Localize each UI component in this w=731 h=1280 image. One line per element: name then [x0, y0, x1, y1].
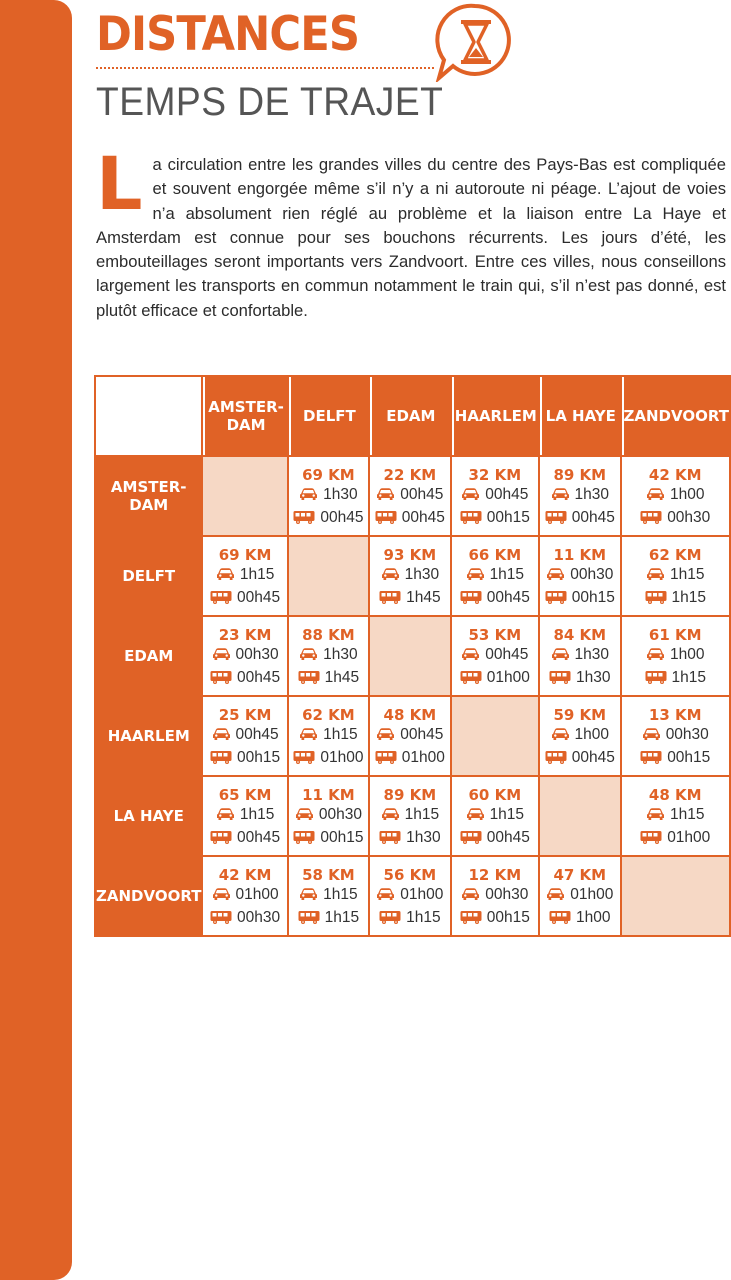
distance-cell	[289, 777, 368, 855]
bus-time: 00h15	[237, 749, 281, 766]
bus-icon	[549, 909, 571, 930]
bus-time: 00h45	[571, 509, 615, 526]
car-time-line	[540, 884, 619, 907]
distance-cell	[452, 457, 539, 535]
side-bar	[0, 0, 72, 1280]
car-time: 00h45	[485, 646, 529, 663]
distance-km: 62 KM	[648, 546, 702, 564]
bus-time-line	[289, 667, 368, 690]
distance-cell	[452, 617, 539, 695]
bus-time: 1h15	[406, 909, 441, 926]
bus-time: 1h15	[671, 669, 706, 686]
car-icon	[642, 726, 661, 747]
distance-cell	[452, 777, 539, 855]
page-title: DISTANCES	[96, 7, 360, 62]
bus-icon	[460, 669, 482, 690]
car-time-line	[622, 484, 730, 507]
distance-km: 89 KM	[553, 466, 607, 484]
row-header: DELFT	[96, 537, 201, 615]
bus-time: 1h30	[406, 829, 441, 846]
bus-icon	[545, 509, 567, 530]
car-icon	[216, 806, 235, 827]
car-icon	[466, 566, 485, 587]
distance-cell	[370, 537, 449, 615]
car-icon	[381, 806, 400, 827]
bus-time-line	[289, 507, 368, 530]
distance-km: 66 KM	[468, 546, 522, 564]
car-time: 01h00	[400, 886, 444, 903]
bus-time-line	[622, 747, 730, 770]
distance-cell	[622, 617, 730, 695]
empty-cell	[203, 457, 286, 535]
bus-time-line	[622, 587, 730, 610]
bus-time: 01h00	[401, 749, 445, 766]
car-time-line	[540, 564, 619, 587]
table-row	[96, 617, 729, 695]
table-row	[96, 697, 729, 775]
bus-time-line	[622, 827, 730, 850]
bus-icon	[293, 829, 315, 850]
bus-time-line	[452, 587, 539, 610]
car-time: 1h15	[323, 886, 358, 903]
bus-time: 00h45	[401, 509, 445, 526]
bus-time: 01h00	[320, 749, 364, 766]
distance-km: 48 KM	[383, 706, 437, 724]
bus-icon	[293, 749, 315, 770]
distance-cell	[203, 857, 286, 935]
table-row	[96, 857, 729, 935]
car-icon	[551, 486, 570, 507]
distance-km: 42 KM	[218, 866, 272, 884]
row-header: AMSTER- DAM	[96, 457, 201, 535]
car-time: 00h45	[235, 726, 279, 743]
bus-time: 1h45	[406, 589, 441, 606]
car-icon	[546, 886, 565, 907]
bus-icon	[645, 589, 667, 610]
bus-time-line	[370, 507, 449, 530]
distance-km: 11 KM	[302, 786, 355, 804]
distance-km: 93 KM	[383, 546, 437, 564]
car-time-line	[203, 564, 286, 587]
car-time: 00h30	[235, 646, 279, 663]
distance-cell	[203, 777, 286, 855]
car-icon	[212, 726, 231, 747]
bus-time-line	[370, 827, 449, 850]
distance-km: 42 KM	[648, 466, 702, 484]
bus-time: 01h00	[486, 669, 530, 686]
distance-cell	[289, 457, 368, 535]
distance-km: 69 KM	[218, 546, 272, 564]
distance-cell	[370, 697, 449, 775]
car-icon	[646, 806, 665, 827]
bus-time: 1h15	[324, 909, 360, 926]
car-time-line	[540, 484, 619, 507]
car-icon	[212, 646, 231, 667]
hourglass-icon	[431, 0, 519, 82]
distance-cell	[540, 697, 619, 775]
bus-time: 01h00	[667, 829, 711, 846]
bus-time-line	[540, 907, 619, 930]
distance-cell	[622, 697, 730, 775]
column-header: AMSTER- DAM	[203, 377, 286, 455]
car-time: 00h45	[400, 486, 444, 503]
bus-icon	[640, 509, 662, 530]
car-time: 1h15	[670, 566, 705, 583]
distance-km: 88 KM	[302, 626, 355, 644]
car-icon	[295, 806, 314, 827]
bus-time: 00h15	[486, 509, 530, 526]
bus-icon	[210, 669, 232, 690]
car-time-line	[203, 724, 286, 747]
car-icon	[376, 486, 395, 507]
car-time-line	[452, 884, 539, 907]
distance-cell	[203, 537, 286, 615]
distance-cell	[540, 457, 619, 535]
car-icon	[551, 646, 570, 667]
distance-km: 11 KM	[553, 546, 607, 564]
bus-time: 1h30	[576, 669, 611, 686]
distance-km: 32 KM	[468, 466, 522, 484]
empty-cell	[622, 857, 730, 935]
bus-time: 00h15	[571, 589, 615, 606]
dotted-divider	[96, 67, 434, 69]
car-time: 1h30	[323, 646, 358, 663]
bus-icon	[379, 829, 401, 850]
bus-time: 00h45	[237, 829, 281, 846]
bus-time: 00h30	[667, 509, 711, 526]
bus-time: 1h15	[671, 589, 706, 606]
bus-time: 00h30	[237, 909, 281, 926]
car-time-line	[370, 724, 449, 747]
car-icon	[216, 566, 235, 587]
distance-km: 22 KM	[383, 466, 437, 484]
car-time-line	[540, 644, 619, 667]
bus-time: 00h15	[320, 829, 364, 846]
bus-time: 00h45	[237, 589, 281, 606]
distance-km: 12 KM	[468, 866, 522, 884]
distance-km: 58 KM	[302, 866, 355, 884]
column-header: DELFT	[289, 377, 368, 455]
table-row	[96, 457, 729, 535]
car-time-line	[622, 644, 730, 667]
distance-km: 69 KM	[302, 466, 355, 484]
car-time: 1h00	[670, 486, 705, 503]
bus-time-line	[203, 827, 286, 850]
car-icon	[376, 726, 395, 747]
distance-cell	[203, 617, 286, 695]
bus-time: 00h45	[486, 589, 530, 606]
bus-time-line	[203, 667, 286, 690]
distance-cell	[370, 457, 449, 535]
car-time: 1h30	[323, 486, 358, 503]
car-time-line	[289, 884, 368, 907]
car-time-line	[370, 564, 449, 587]
bus-time-line	[540, 747, 619, 770]
bus-time-line	[540, 587, 619, 610]
car-time-line	[622, 724, 730, 747]
bus-icon	[640, 749, 662, 770]
bus-time-line	[370, 747, 449, 770]
bus-icon	[210, 749, 232, 770]
bus-icon	[545, 589, 567, 610]
distance-km: 62 KM	[302, 706, 355, 724]
bus-icon	[379, 589, 401, 610]
column-header: EDAM	[370, 377, 449, 455]
car-time: 1h00	[574, 726, 610, 743]
distance-cell	[370, 857, 449, 935]
car-time-line	[452, 564, 539, 587]
intro-paragraph	[96, 142, 726, 323]
distance-km: 59 KM	[553, 706, 607, 724]
bus-icon	[298, 909, 320, 930]
empty-cell	[540, 777, 619, 855]
bus-time-line	[203, 747, 286, 770]
car-icon	[646, 486, 665, 507]
bus-time: 00h15	[667, 749, 711, 766]
bus-time: 00h15	[486, 909, 530, 926]
distance-km: 65 KM	[218, 786, 272, 804]
row-header: EDAM	[96, 617, 201, 695]
column-header: HAARLEM	[452, 377, 539, 455]
bus-time: 1h00	[576, 909, 611, 926]
car-time: 1h15	[404, 806, 440, 823]
car-icon	[299, 646, 318, 667]
car-time-line	[289, 644, 368, 667]
car-icon	[376, 886, 395, 907]
bus-icon	[375, 749, 397, 770]
table-row	[96, 777, 729, 855]
car-time: 1h15	[489, 806, 525, 823]
car-time: 00h30	[570, 566, 614, 583]
bus-icon	[545, 749, 567, 770]
distance-km: 23 KM	[218, 626, 272, 644]
car-time: 00h30	[485, 886, 529, 903]
car-time: 1h15	[670, 806, 705, 823]
car-time: 01h00	[570, 886, 614, 903]
bus-icon	[210, 909, 232, 930]
bus-time-line	[289, 747, 368, 770]
car-time-line	[370, 804, 449, 827]
car-icon	[461, 646, 480, 667]
car-time: 1h30	[404, 566, 440, 583]
bus-time: 00h45	[486, 829, 530, 846]
car-time-line	[203, 644, 286, 667]
bus-time-line	[370, 587, 449, 610]
distance-cell	[622, 777, 730, 855]
bus-icon	[298, 669, 320, 690]
row-header: ZANDVOORT	[96, 857, 201, 935]
distance-km: 61 KM	[648, 626, 702, 644]
intro-text: a circulation entre les grandes villes du centre des Pays-Bas est compliquée et souvent engorgée même s’il n’y a ni autoroute ni péage. L’ajout de voies n’a absolument rien réglé au problème et la liaison entre La Haye et Amsterdam est connue pour ses bouchons récurrents. Les jours d’été, les embouteillages seront importants vers Zandvoort. Entre ces villes, nous conseillons largement les transports en commun notamment le train qui, s’il n’est pas donné, est plutôt efficace et confortable.	[96, 155, 726, 320]
bus-icon	[293, 509, 315, 530]
distance-km: 60 KM	[468, 786, 522, 804]
car-time: 00h45	[400, 726, 444, 743]
row-header: HAARLEM	[96, 697, 201, 775]
car-icon	[646, 566, 665, 587]
car-time-line	[370, 884, 449, 907]
bus-time-line	[452, 827, 539, 850]
car-icon	[461, 486, 480, 507]
distance-cell	[622, 457, 730, 535]
bus-time-line	[452, 507, 539, 530]
distance-cell	[370, 777, 449, 855]
bus-icon	[645, 669, 667, 690]
table-header-row	[96, 377, 729, 455]
bus-icon	[210, 829, 232, 850]
bus-icon	[379, 909, 401, 930]
bus-time-line	[622, 667, 730, 690]
car-time: 1h15	[239, 806, 275, 823]
row-header: LA HAYE	[96, 777, 201, 855]
bus-time-line	[370, 907, 449, 930]
distance-cell	[540, 617, 619, 695]
distance-cell	[540, 537, 619, 615]
distance-cell	[289, 617, 368, 695]
car-time-line	[289, 724, 368, 747]
bus-time-line	[540, 667, 619, 690]
distance-km: 13 KM	[648, 706, 702, 724]
car-time: 00h30	[318, 806, 362, 823]
bus-time: 00h45	[320, 509, 364, 526]
column-header: ZANDVOORT	[622, 377, 730, 455]
car-icon	[551, 726, 570, 747]
car-time: 1h00	[670, 646, 705, 663]
car-time: 1h15	[489, 566, 525, 583]
bus-time: 00h45	[237, 669, 281, 686]
bus-time: 1h45	[324, 669, 360, 686]
distance-cell	[540, 857, 619, 935]
distance-km: 56 KM	[383, 866, 437, 884]
bus-time-line	[540, 507, 619, 530]
distance-km: 84 KM	[553, 626, 607, 644]
car-icon	[299, 486, 318, 507]
car-time: 1h15	[239, 566, 275, 583]
car-time-line	[203, 804, 286, 827]
drop-cap: L	[96, 142, 143, 227]
bus-icon	[549, 669, 571, 690]
distance-cell	[452, 857, 539, 935]
bus-time-line	[289, 827, 368, 850]
table-row	[96, 537, 729, 615]
car-time-line	[203, 884, 286, 907]
car-time-line	[540, 724, 619, 747]
bus-time-line	[452, 907, 539, 930]
car-icon	[212, 886, 231, 907]
bus-icon	[640, 829, 662, 850]
car-time: 00h45	[485, 486, 529, 503]
distance-cell	[203, 697, 286, 775]
bus-time-line	[203, 587, 286, 610]
car-time-line	[452, 484, 539, 507]
distance-km: 25 KM	[218, 706, 272, 724]
bus-icon	[210, 589, 232, 610]
bus-time-line	[203, 907, 286, 930]
car-icon	[299, 726, 318, 747]
car-time-line	[452, 804, 539, 827]
bus-icon	[375, 509, 397, 530]
distance-km: 48 KM	[648, 786, 702, 804]
car-time-line	[622, 804, 730, 827]
empty-cell	[452, 697, 539, 775]
car-time-line	[452, 644, 539, 667]
car-icon	[461, 886, 480, 907]
car-icon	[381, 566, 400, 587]
car-time: 1h30	[574, 486, 610, 503]
car-icon	[646, 646, 665, 667]
car-time: 00h30	[665, 726, 709, 743]
bus-time-line	[452, 667, 539, 690]
car-icon	[546, 566, 565, 587]
car-time-line	[370, 484, 449, 507]
page-subtitle: TEMPS DE TRAJET	[96, 80, 444, 124]
column-header: LA HAYE	[540, 377, 619, 455]
bus-time-line	[289, 907, 368, 930]
car-icon	[299, 886, 318, 907]
distance-cell	[289, 697, 368, 775]
distance-km: 47 KM	[553, 866, 607, 884]
bus-time: 00h45	[571, 749, 615, 766]
distance-cell	[622, 537, 730, 615]
distance-table	[94, 375, 731, 937]
distance-km: 53 KM	[468, 626, 522, 644]
distance-km: 89 KM	[383, 786, 437, 804]
distance-cell	[452, 537, 539, 615]
empty-cell	[370, 617, 449, 695]
car-time: 01h00	[235, 886, 279, 903]
bus-icon	[460, 829, 482, 850]
table-corner	[96, 377, 201, 455]
car-time-line	[289, 484, 368, 507]
bus-time-line	[622, 507, 730, 530]
car-time: 1h15	[323, 726, 358, 743]
empty-cell	[289, 537, 368, 615]
car-icon	[466, 806, 485, 827]
bus-icon	[460, 589, 482, 610]
car-time-line	[289, 804, 368, 827]
car-time: 1h30	[574, 646, 610, 663]
distance-cell	[289, 857, 368, 935]
bus-icon	[460, 909, 482, 930]
car-time-line	[622, 564, 730, 587]
bus-icon	[460, 509, 482, 530]
